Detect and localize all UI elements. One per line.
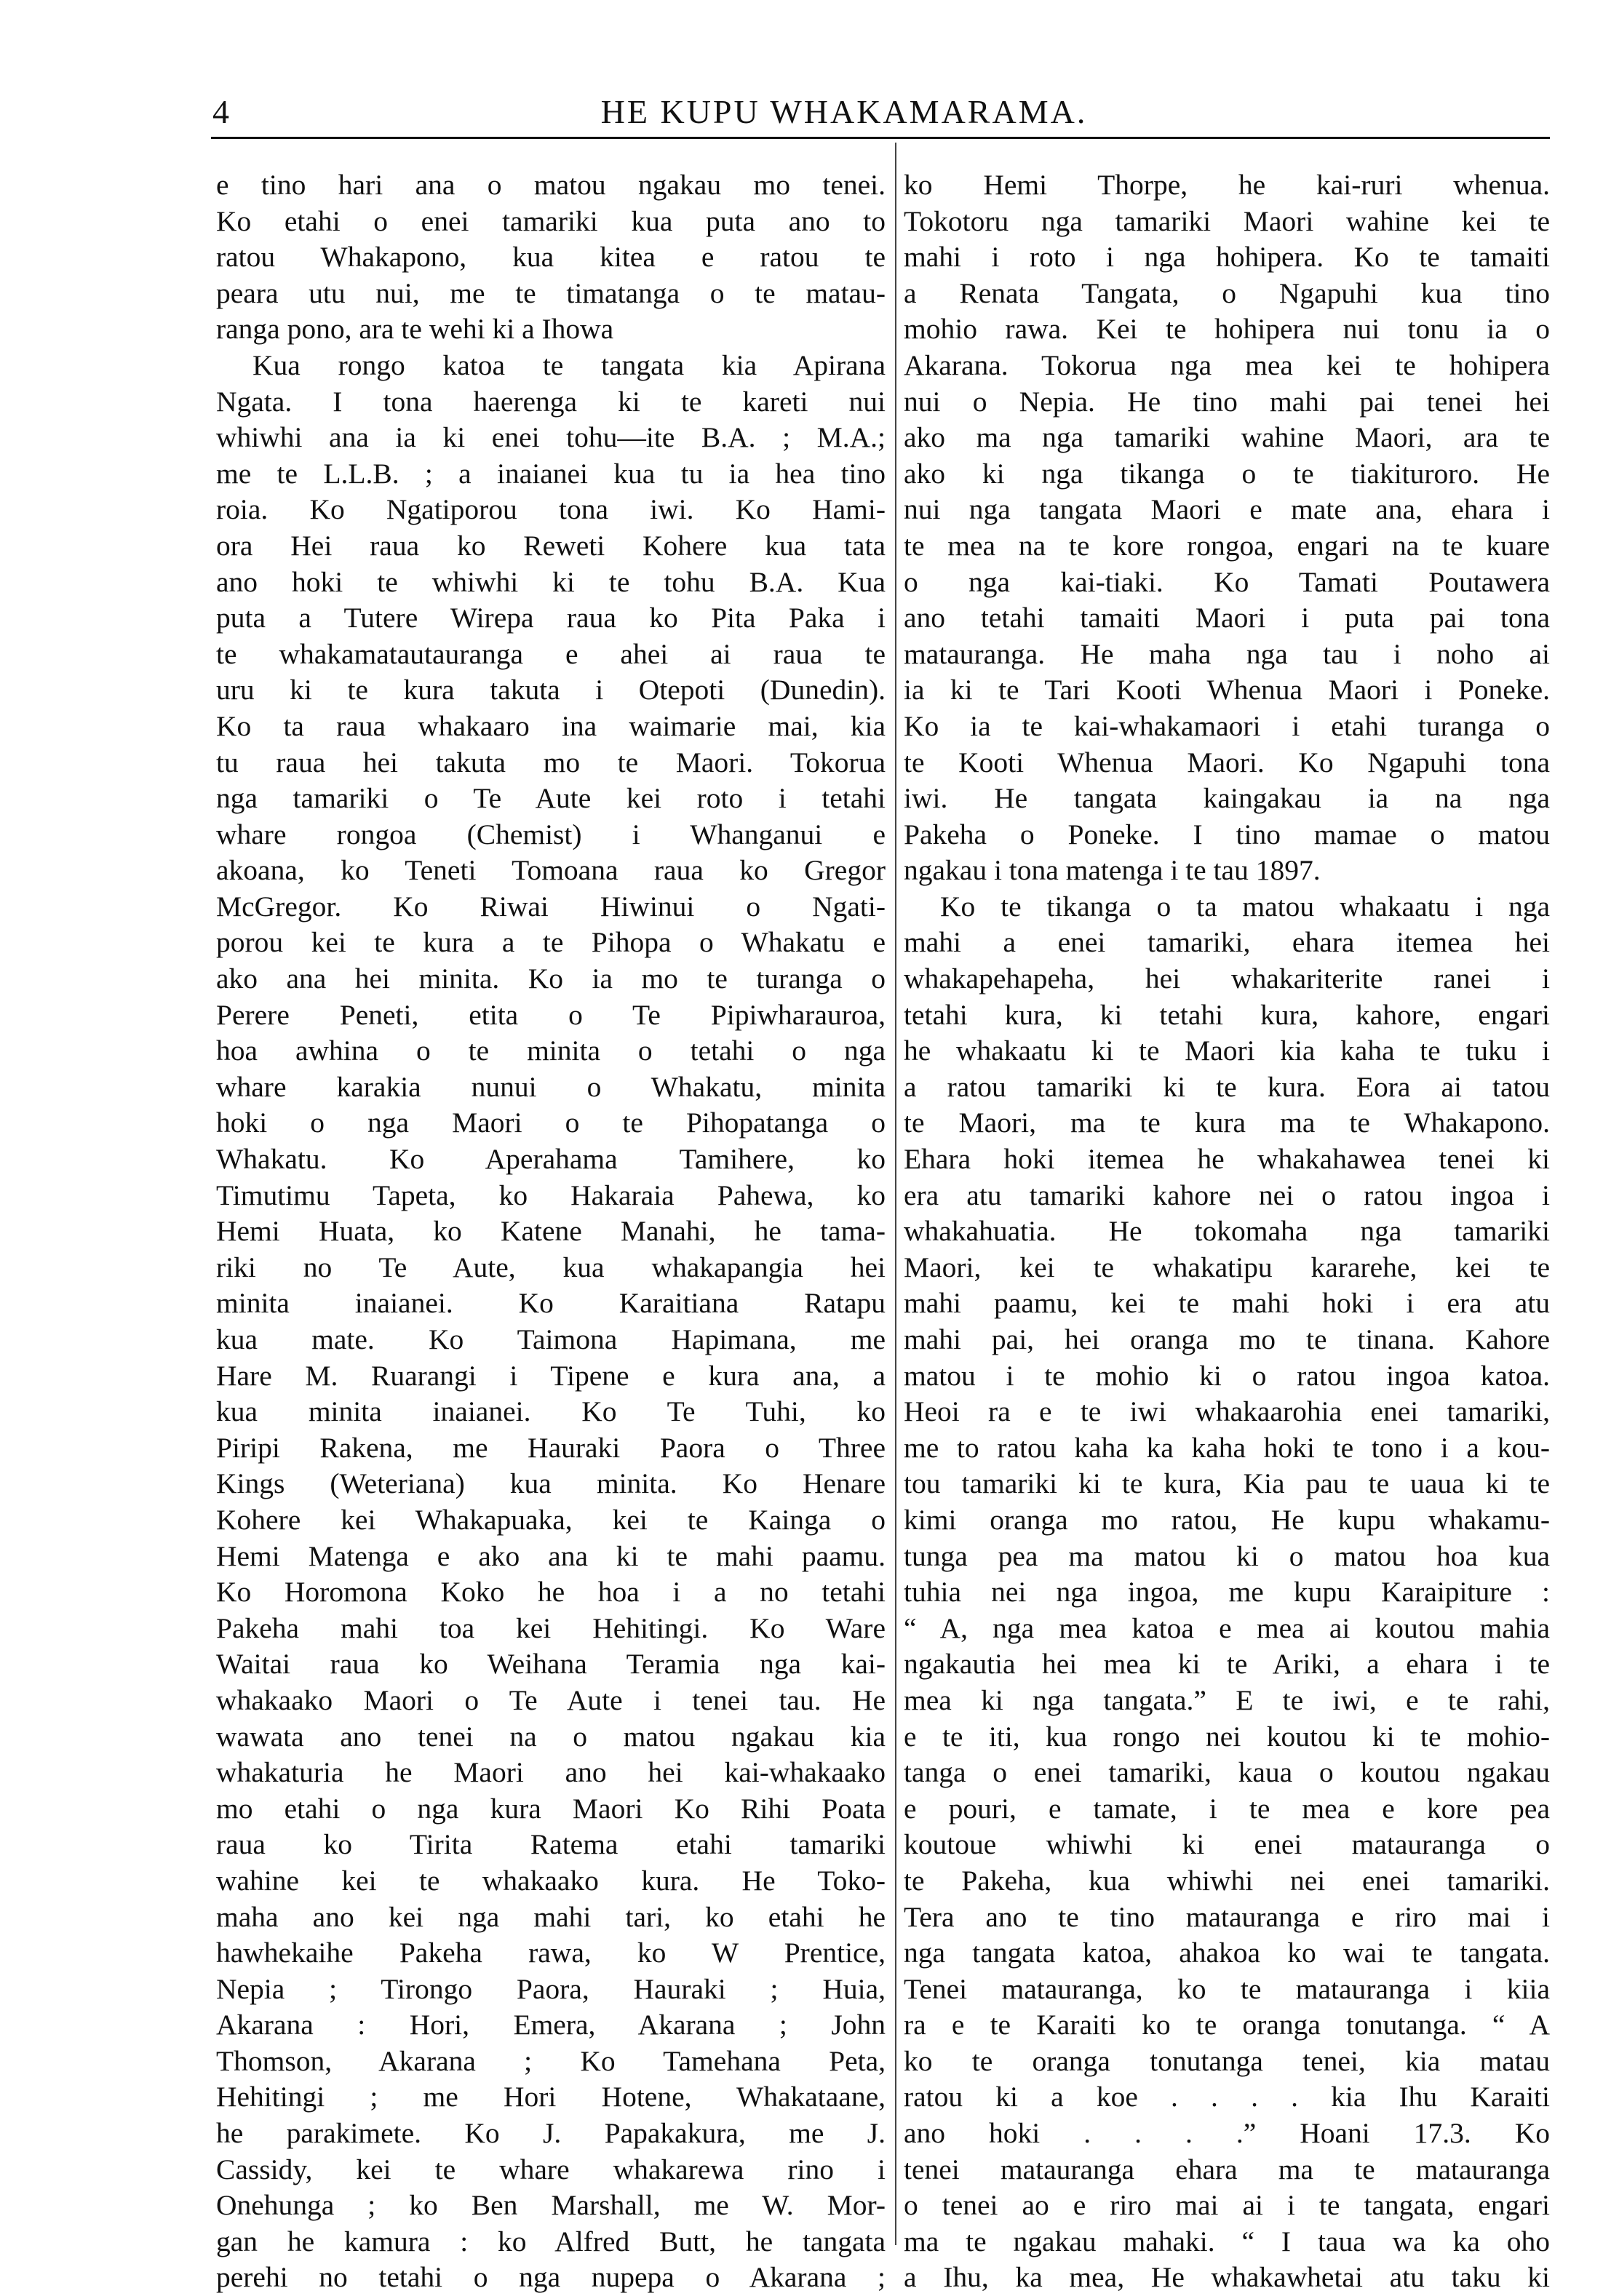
text-line: wawata ano tenei na o matou ngakau kia (216, 1720, 886, 1753)
text-line: Ehara hoki itemea he whakahawea tenei ki (904, 1143, 1550, 1176)
text-line: ranga pono, ara te wehi ki a Ihowa (216, 313, 614, 346)
text-line: me to ratou kaha ka kaha hoki te tono i a kou- (904, 1431, 1550, 1464)
text-line: o nga kai-tiaki. Ko Tamati Poutawera (904, 565, 1550, 598)
column-divider (895, 143, 896, 2245)
text-line: nui o Nepia. He tino mahi pai tenei hei (904, 385, 1550, 418)
text-line: tanga o enei tamariki, kaua o koutou ngakau (904, 1756, 1550, 1789)
text-line: mahi paamu, kei te mahi hoki i era atu (904, 1287, 1550, 1320)
text-line: ratou ki a koe . . . . kia Ihu Karaiti (904, 2081, 1550, 2113)
text-line: tunga pea ma matou ki o matou hoa kua (904, 1539, 1550, 1572)
text-line: Tenei matauranga, ko te matauranga i kiia (904, 1972, 1550, 2005)
text-line: mo etahi o nga kura Maori Ko Rihi Poata (216, 1792, 886, 1825)
text-line: mohio rawa. Kei te hohipera nui tonu ia o (904, 313, 1550, 346)
text-line: era atu tamariki kahore nei o ratou ingoa i (904, 1179, 1550, 1211)
text-line: akoana, ko Teneti Tomoana raua ko Gregor (216, 854, 886, 887)
text-line: Kohere kei Whakapuaka, kei te Kainga o (216, 1503, 886, 1536)
text-line: mahi a enei tamariki, ehara itemea hei (904, 926, 1550, 959)
text-line: e tino hari ana o matou ngakau mo tenei. (216, 169, 886, 201)
text-line: Cassidy, kei te whare whakarewa rino i (216, 2153, 886, 2185)
text-line: e te iti, kua rongo nei koutou ki te mohio- (904, 1720, 1550, 1753)
text-line: ngakau i tona matenga i te tau 1897. (904, 854, 1321, 887)
text-line: tu raua hei takuta mo te Maori. Tokorua (216, 746, 886, 778)
page-number: 4 (212, 93, 229, 130)
text-line: ra e te Karaiti ko te oranga tonutanga. “ A (904, 2009, 1550, 2041)
text-line: ako ki nga tikanga o te tiakituroro. He (904, 457, 1550, 490)
text-line: matauranga. He maha nga tau i noho ai (904, 637, 1550, 670)
text-line: tetahi kura, ki tetahi kura, kahore, engari (904, 998, 1550, 1031)
text-line: peara utu nui, me te timatanga o te matau- (216, 276, 886, 309)
text-line: ia ki te Tari Kooti Whenua Maori i Poneke. (904, 674, 1550, 706)
text-line: ako ana hei minita. Ko ia mo te turanga o (216, 962, 886, 995)
text-line: a Renata Tangata, o Ngapuhi kua tino (904, 276, 1550, 309)
text-line: Hehitingi ; me Hori Hotene, Whakataane, (216, 2081, 886, 2113)
text-line: minita inaianei. Ko Karaitiana Ratapu (216, 1287, 886, 1320)
text-line: whare karakia nunui o Whakatu, minita (216, 1070, 886, 1103)
text-line: whakaako Maori o Te Aute i tenei tau. He (216, 1683, 886, 1716)
text-line: tenei matauranga ehara ma te matauranga (904, 2153, 1550, 2185)
text-line: raua ko Tirita Ratema etahi tamariki (216, 1828, 886, 1861)
text-line: e pouri, e tamate, i te mea e kore pea (904, 1792, 1550, 1825)
text-line: tuhia nei nga ingoa, me kupu Karaipiture : (904, 1576, 1550, 1609)
text-line: Hemi Matenga e ako ana ki te mahi paamu. (216, 1539, 886, 1572)
text-line: Hemi Huata, ko Katene Manahi, he tama- (216, 1215, 886, 1248)
text-line: Kua rongo katoa te tangata kia Apirana (252, 348, 886, 381)
text-line: roia. Ko Ngatiporou tona iwi. Ko Hami- (216, 493, 886, 526)
text-line: Akarana. Tokorua nga mea kei te hohipera (904, 348, 1550, 381)
text-line: mahi i roto i nga hohipera. Ko te tamaiti (904, 241, 1550, 274)
text-line: te Pakeha, kua whiwhi nei enei tamariki. (904, 1864, 1550, 1897)
header-rule (211, 137, 1550, 139)
text-line: ora Hei raua ko Reweti Kohere kua tata (216, 529, 886, 562)
text-line: a Ihu, ka mea, He whakawhetai atu taku ki (904, 2261, 1550, 2294)
text-line: he parakimete. Ko J. Papakakura, me J. (216, 2117, 886, 2150)
text-line: o tenei ao e riro mai ai i te tangata, engari (904, 2189, 1550, 2222)
text-line: te Kooti Whenua Maori. Ko Ngapuhi tona (904, 746, 1550, 778)
text-line: mea ki nga tangata.” E te iwi, e te rahi, (904, 1683, 1550, 1716)
text-line: iwi. He tangata kaingakau ia na nga (904, 782, 1550, 815)
text-line: ngakautia hei mea ki te Ariki, a ehara i te (904, 1648, 1550, 1681)
text-line: whakapehapeha, hei whakariterite ranei i (904, 962, 1550, 995)
text-line: matou i te mohio ki o ratou ingoa katoa. (904, 1359, 1550, 1392)
text-line: porou kei te kura a te Pihopa o Whakatu e (216, 926, 886, 959)
text-line: koutoue whiwhi ki enei matauranga o (904, 1828, 1550, 1861)
text-line: maha ano kei nga mahi tari, ko etahi he (216, 1900, 886, 1933)
text-line: mahi pai, hei oranga mo te tinana. Kahore (904, 1323, 1550, 1355)
text-line: puta a Tutere Wirepa raua ko Pita Paka i (216, 602, 886, 634)
text-line: ano tetahi tamaiti Maori i puta pai tona (904, 602, 1550, 634)
text-line: ko te oranga tonutanga tenei, kia matau (904, 2044, 1550, 2077)
text-line: nui nga tangata Maori e mate ana, ehara i (904, 493, 1550, 526)
text-line: Akarana : Hori, Emera, Akarana ; John (216, 2009, 886, 2041)
text-line: Hare M. Ruarangi i Tipene e kura ana, a (216, 1359, 886, 1392)
text-line: Timutimu Tapeta, ko Hakaraia Pahewa, ko (216, 1179, 886, 1211)
text-line: ko Hemi Thorpe, he kai-ruri whenua. (904, 169, 1550, 201)
text-line: Piripi Rakena, me Hauraki Paora o Three (216, 1431, 886, 1464)
text-line: nga tamariki o Te Aute kei roto i tetahi (216, 782, 886, 815)
text-line: te whakamatautauranga e ahei ai raua te (216, 637, 886, 670)
text-line: Onehunga ; ko Ben Marshall, me W. Mor- (216, 2189, 886, 2222)
text-line: Pakeha o Poneke. I tino mamae o matou (904, 818, 1550, 850)
text-line: whakahuatia. He tokomaha nga tamariki (904, 1215, 1550, 1248)
text-line: Ko Horomona Koko he hoa i a no tetahi (216, 1576, 886, 1609)
text-line: Tokotoru nga tamariki Maori wahine kei te (904, 204, 1550, 237)
text-line: Whakatu. Ko Aperahama Tamihere, ko (216, 1143, 886, 1176)
text-line: Kings (Weteriana) kua minita. Ko Henare (216, 1467, 886, 1500)
text-line: Heoi ra e te iwi whakaarohia enei tamariki, (904, 1395, 1550, 1428)
text-line: a ratou tamariki ki te kura. Eora ai tatou (904, 1070, 1550, 1103)
text-line: ratou Whakapono, kua kitea e ratou te (216, 241, 886, 274)
text-line: uru ki te kura takuta i Otepoti (Dunedin). (216, 674, 886, 706)
text-line: McGregor. Ko Riwai Hiwinui o Ngati- (216, 890, 886, 922)
text-line: perehi no tetahi o nga nupepa o Akarana ; (216, 2261, 886, 2294)
left-column (216, 167, 886, 2296)
text-line: Ko etahi o enei tamariki kua puta ano to (216, 204, 886, 237)
text-line: kua minita inaianei. Ko Te Tuhi, ko (216, 1395, 886, 1428)
right-column (904, 167, 1550, 2296)
text-line: whiwhi ana ia ki enei tohu—ite B.A. ; M.A.; (216, 421, 886, 454)
text-line: Nepia ; Tirongo Paora, Hauraki ; Huia, (216, 1972, 886, 2005)
text-line: ano hoki te whiwhi ki te tohu B.A. Kua (216, 565, 886, 598)
text-line: Ko ta raua whakaaro ina waimarie mai, kia (216, 709, 886, 742)
text-line: ako ma nga tamariki wahine Maori, ara te (904, 421, 1550, 454)
text-line: tou tamariki ki te kura, Kia pau te uaua ki te (904, 1467, 1550, 1500)
text-line: “ A, nga mea katoa e mea ai koutou mahia (904, 1611, 1550, 1644)
running-head-title: HE KUPU WHAKAMARAMA. (600, 93, 1088, 130)
text-line: te mea na te kore rongoa, engari na te kuare (904, 529, 1550, 562)
text-line: Waitai raua ko Weihana Teramia nga kai- (216, 1648, 886, 1681)
text-line: ma te ngakau mahaki. “ I taua wa ka oho (904, 2225, 1550, 2257)
text-line: wahine kei te whakaako kura. He Toko- (216, 1864, 886, 1897)
text-line: ano hoki . . . .” Hoani 17.3. Ko (904, 2117, 1550, 2150)
text-line: Ko te tikanga o ta matou whakaatu i nga (940, 890, 1550, 922)
text-line: Perere Peneti, etita o Te Pipiwharauroa, (216, 998, 886, 1031)
text-line: Maori, kei te whakatipu kararehe, kei te (904, 1251, 1550, 1283)
text-line: nga tangata katoa, ahakoa ko wai te tangata. (904, 1937, 1550, 1969)
text-line: Ngata. I tona haerenga ki te kareti nui (216, 385, 886, 418)
text-line: Thomson, Akarana ; Ko Tamehana Peta, (216, 2044, 886, 2077)
text-line: Pakeha mahi toa kei Hehitingi. Ko Ware (216, 1611, 886, 1644)
text-line: gan he kamura : ko Alfred Butt, he tangata (216, 2225, 886, 2257)
text-line: kua mate. Ko Taimona Hapimana, me (216, 1323, 886, 1355)
text-line: hoki o nga Maori o te Pihopatanga o (216, 1107, 886, 1139)
text-line: Ko ia te kai-whakamaori i etahi turanga o (904, 709, 1550, 742)
text-line: he whakaatu ki te Maori kia kaha te tuku i (904, 1035, 1550, 1067)
text-line: whakaturia he Maori ano hei kai-whakaako (216, 1756, 886, 1789)
text-line: riki no Te Aute, kua whakapangia hei (216, 1251, 886, 1283)
text-line: Tera ano te tino matauranga e riro mai i (904, 1900, 1550, 1933)
text-line: whare rongoa (Chemist) i Whanganui e (216, 818, 886, 850)
text-line: hawhekaihe Pakeha rawa, ko W Prentice, (216, 1937, 886, 1969)
text-line: kimi oranga mo ratou, He kupu whakamu- (904, 1503, 1550, 1536)
text-line: te Maori, ma te kura ma te Whakapono. (904, 1107, 1550, 1139)
text-line: hoa awhina o te minita o tetahi o nga (216, 1035, 886, 1067)
text-line: me te L.L.B. ; a inaianei kua tu ia hea tino (216, 457, 886, 490)
